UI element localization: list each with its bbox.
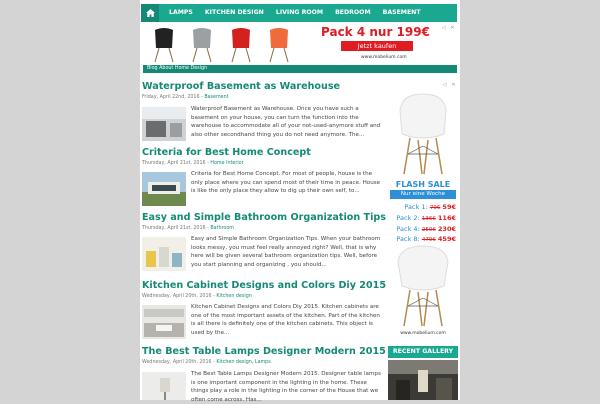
post-title[interactable]: The Best Table Lamps Designer Modern 2015 [142, 346, 386, 357]
old-price: 136€ [421, 215, 436, 222]
post-item [142, 346, 384, 365]
price-row [392, 214, 456, 225]
price-label: Pack 1: [404, 203, 430, 211]
post-date: Thursday, April 21st, 2016 - [142, 161, 211, 166]
post-thumbnail[interactable] [142, 372, 186, 400]
price-row [392, 203, 456, 214]
post-date: Friday, April 22nd, 2016 - [142, 95, 205, 100]
post-item [142, 212, 384, 231]
post-excerpt: The Best Table Lamps Designer Modern 2015. Designer table lamps is one important component in the lighting in the home. These things play a role in the lighting in the corner of the House that we often come across. Has... [191, 371, 381, 403]
top-banner-ad[interactable] [145, 24, 458, 64]
post-category[interactable]: Home Interior [210, 161, 244, 166]
white-chair-image [394, 88, 452, 176]
ad-info-icon[interactable]: ◁ [442, 82, 447, 88]
buy-now-button[interactable]: Jetzt kaufen [341, 41, 413, 51]
new-price: 459€ [437, 235, 456, 244]
post-title[interactable]: Waterproof Basement as Warehouse [142, 81, 341, 92]
price-row [392, 225, 456, 236]
post-excerpt: Kitchen Cabinet Designs and Colors Diy 2015. Kitchen cabinets are one of the most important assets of the kitchen. Part of the kitchen is all there is definitely one of the kitchen cabinets. This object is used by the... [191, 304, 380, 336]
old-price: 79€ [429, 205, 441, 211]
post-category[interactable]: Basement [204, 95, 229, 100]
nav-item-basement[interactable]: BASEMENT [382, 9, 421, 16]
post-item [142, 280, 387, 299]
new-price: 116€ [437, 213, 456, 222]
nav-item-lamps[interactable]: LAMPS [169, 9, 193, 16]
white-armchair-image [394, 242, 452, 328]
top-nav [141, 4, 457, 22]
ad-url: www.mobelium.com [361, 55, 407, 60]
home-icon [146, 9, 155, 17]
post-title[interactable]: Kitchen Cabinet Designs and Colors Diy 2015 [142, 280, 387, 291]
price-label: Pack 2: [396, 213, 422, 222]
nav-item-bedroom[interactable]: BEDROOM [335, 9, 371, 16]
post-category[interactable]: Kitchen design, Lamps [216, 360, 271, 365]
new-price: 59€ [442, 203, 456, 211]
price-label: Pack 8: [396, 235, 422, 244]
chairs-image [145, 24, 305, 64]
sidebar-ad[interactable] [388, 80, 458, 340]
sale-duration: Nur eine Woche [390, 190, 456, 199]
post-thumbnail[interactable] [142, 305, 186, 339]
post-item [142, 81, 384, 100]
post-date: Thursday, April 21st, 2016 - [142, 226, 211, 231]
post-thumbnail[interactable] [142, 107, 186, 141]
post-date: Wednesday, April 20th, 2016 - [142, 294, 217, 299]
pack-ad[interactable] [321, 24, 458, 64]
post-title[interactable]: Easy and Simple Bathroom Organization Tips [142, 212, 386, 223]
post-thumbnail[interactable] [142, 237, 186, 271]
post-meta [142, 360, 384, 365]
post-excerpt: Waterproof Basement as Warehouse. Once you have such a basement on your house, you can turn the function into the warehouse to accommodate all of your not-used-anymore stuff and also other secondhand thing you do not need anymore. The... [191, 106, 381, 138]
nav-item-living-room[interactable]: LIVING ROOM [275, 9, 324, 16]
post-meta [142, 226, 384, 231]
recent-gallery-header: RECENT GALLERY [388, 346, 458, 358]
price-list [392, 203, 456, 246]
ad-close-icon[interactable]: ✕ [450, 25, 455, 31]
nav-item-kitchen-design[interactable]: KITCHEN DESIGN [204, 9, 264, 16]
ad-info-icon[interactable]: ◁ [441, 25, 446, 31]
post-meta [142, 95, 384, 100]
pack-price-text: Pack 4 nur 199€ [321, 25, 430, 39]
post-excerpt: Criteria for Best Home Concept. For most of people, house is the only place where you can spend most of their time in peace. House is like the only place they allow to dig up their own self, to... [191, 171, 381, 195]
post-date: Wednesday, April 20th, 2016 - [142, 360, 217, 365]
flash-sale-title: FLASH SALE [395, 180, 451, 189]
post-item [142, 147, 384, 166]
gallery-image[interactable] [388, 360, 458, 400]
post-title[interactable]: Criteria for Best Home Concept [142, 147, 311, 158]
new-price: 230€ [437, 224, 456, 233]
post-category[interactable]: Bathroom [210, 226, 234, 231]
breadcrumb[interactable]: Blog About Home Design [143, 65, 457, 73]
old-price: 250€ [421, 226, 436, 233]
price-label: Pack 4: [396, 224, 422, 233]
home-button[interactable] [141, 4, 159, 22]
ad-url: www.mobelium.com [400, 331, 446, 336]
post-thumbnail[interactable] [142, 172, 186, 206]
post-category[interactable]: Kitchen design [216, 294, 252, 299]
ad-close-icon[interactable]: ✕ [451, 82, 456, 88]
old-price: 479€ [421, 237, 436, 244]
post-meta [142, 294, 384, 299]
post-excerpt: Easy and Simple Bathroom Organization Tips. When your bathroom looks messy, you must feel really annoyed right? Well, that is why here will be given several bathroom organization tips. Well, before you start planning and organizing , you should... [191, 236, 381, 268]
post-meta [142, 161, 384, 166]
